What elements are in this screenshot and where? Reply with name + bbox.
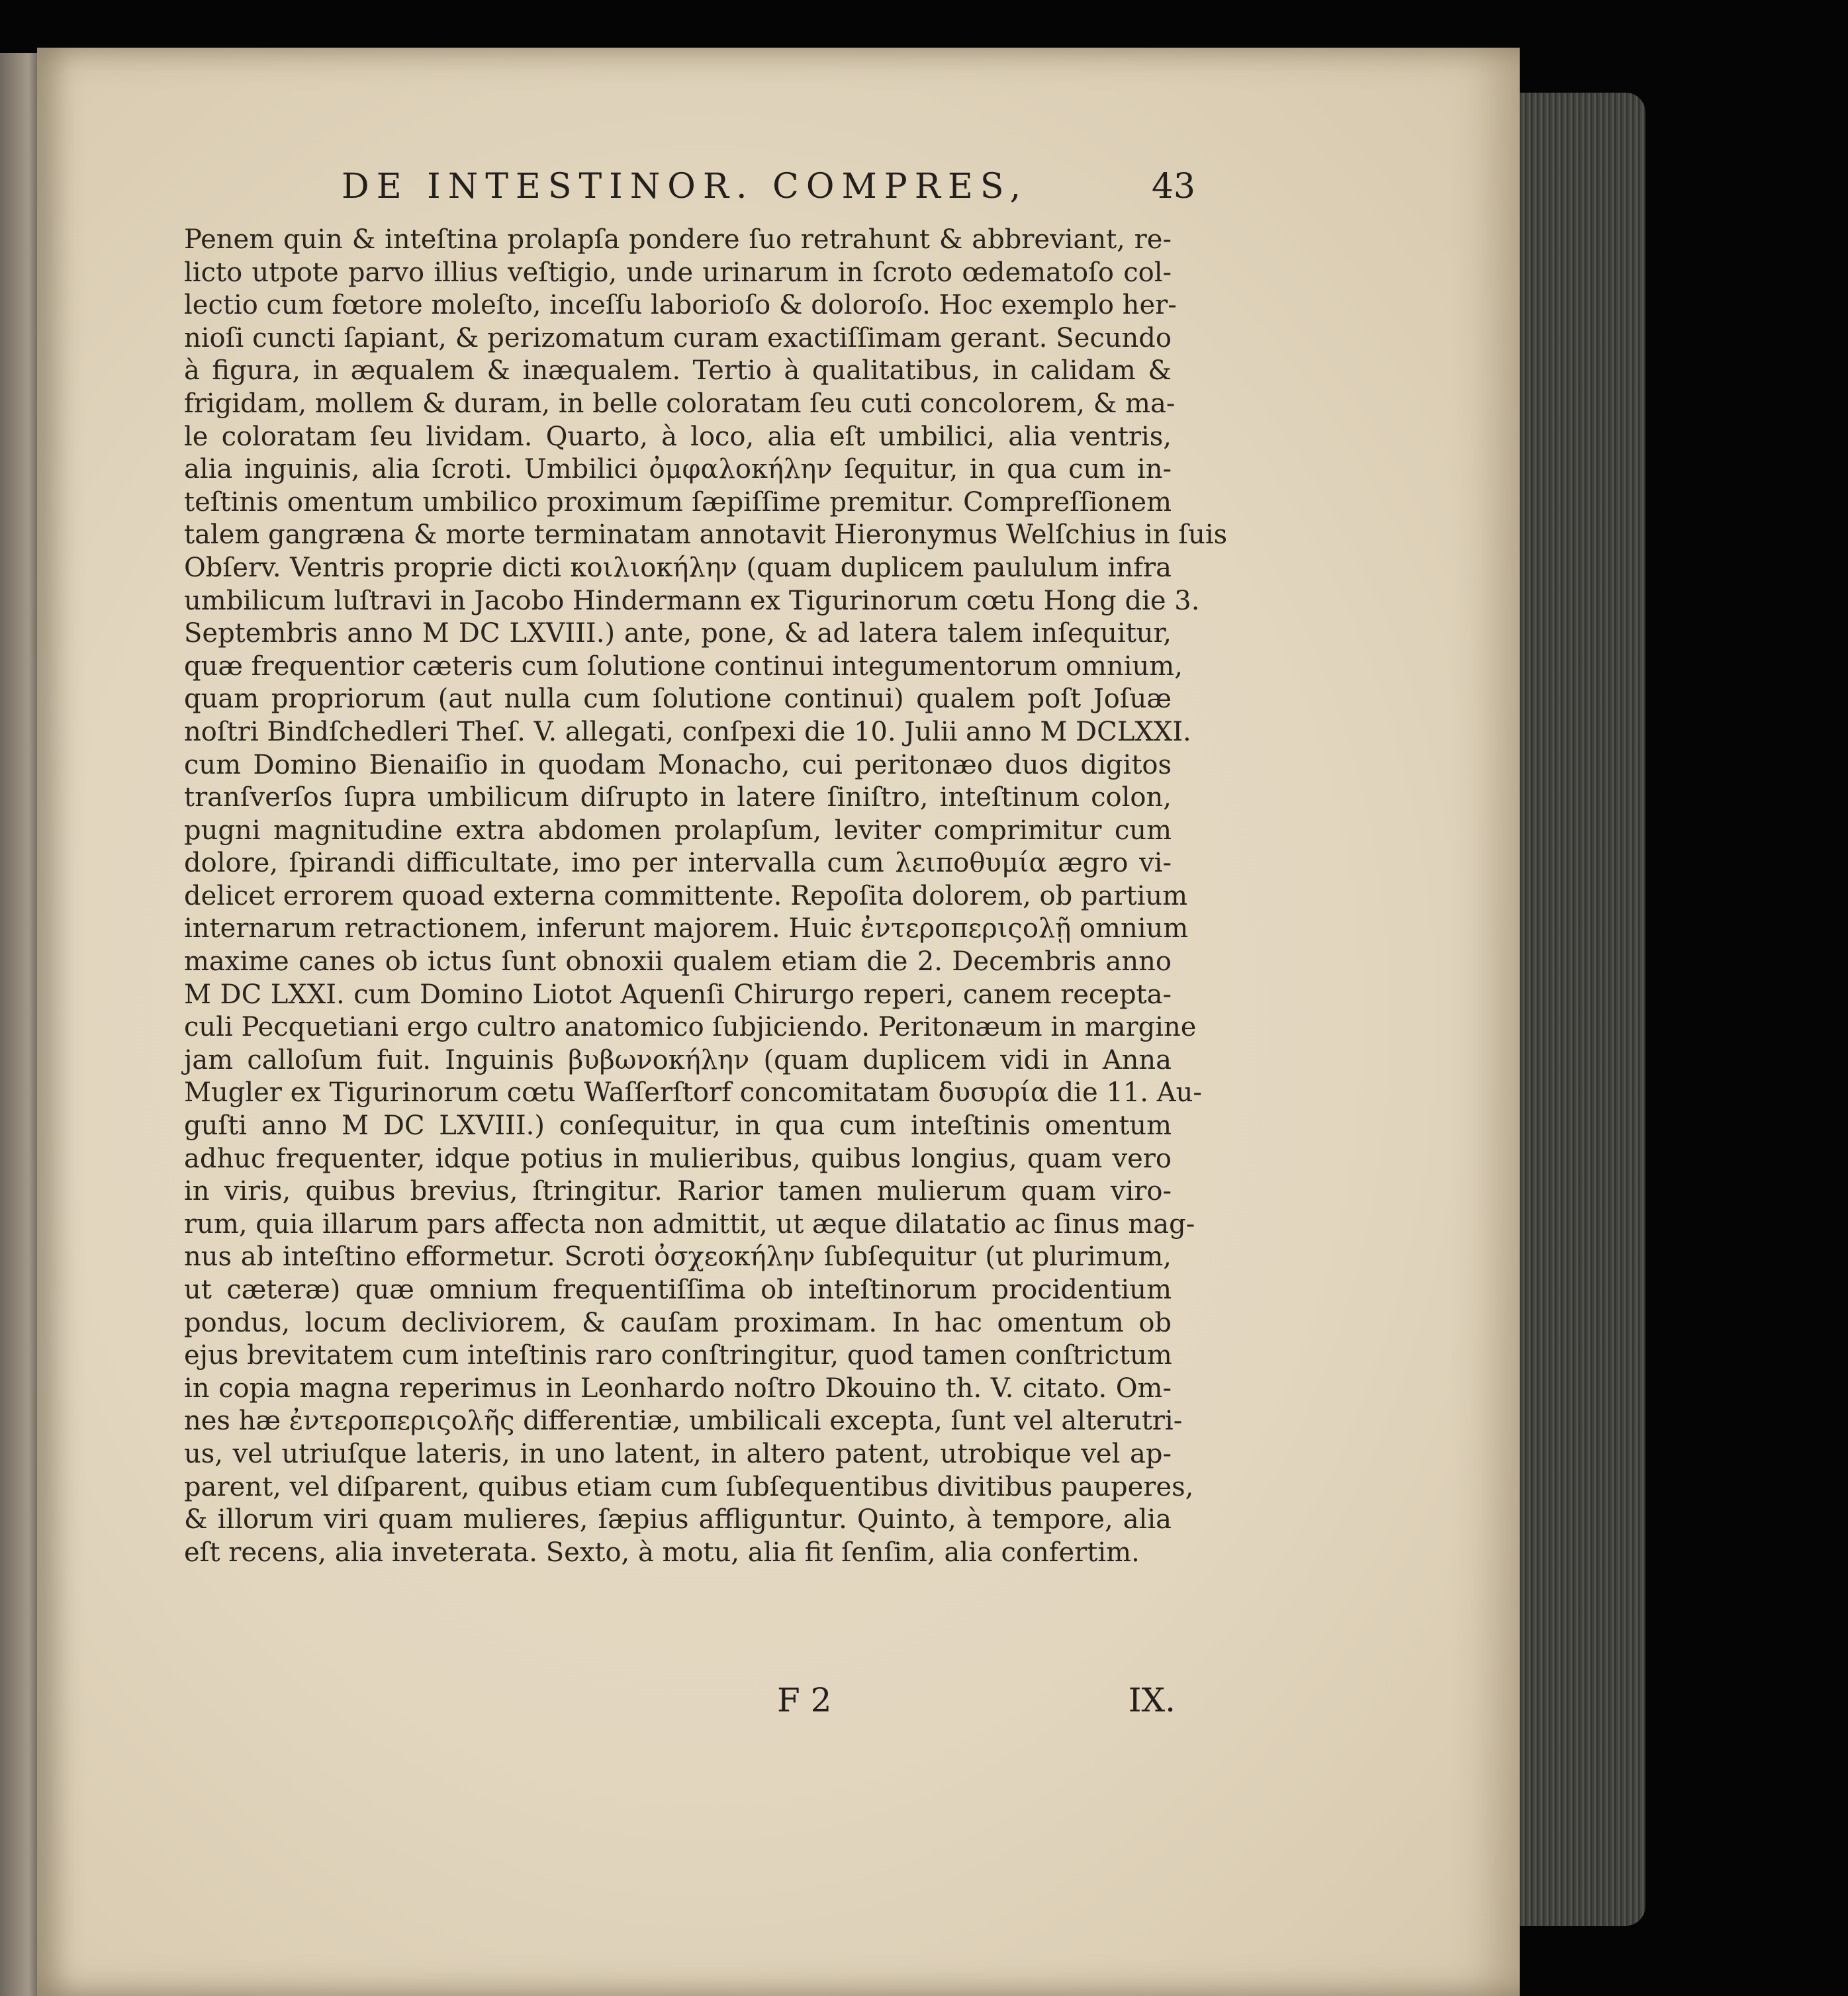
text-line: guſti anno M DC LXVIII.) conſequitur, in qua cum inteſtinis omentum	[184, 1111, 1172, 1142]
text-line: in viris, quibus brevius, ſtringitur. Rarior tamen mulierum quam viro-	[184, 1176, 1172, 1207]
text-line: pondus, locum decliviorem, & cauſam proximam. In hac omentum ob	[184, 1307, 1172, 1338]
text-line: alia inguinis, alia ſcroti. Umbilici ὀμφαλοκήλην ſequitur, in qua cum in-	[184, 454, 1172, 485]
text-line: jam calloſum fuit. Inguinis βυβωνοκήλην (quam duplicem vidi in Anna	[184, 1044, 1172, 1075]
text-line: adhuc frequenter, idque potius in mulieribus, quibus longius, quam vero	[184, 1143, 1172, 1174]
text-line: umbilicum luſtravi in Jacobo Hindermann ex Tigurinorum cœtu Hong die 3.	[184, 585, 1200, 616]
text-line: Septembris anno M DC LXVIII.) ante, pone, & ad latera talem inſequitur,	[184, 618, 1172, 649]
body-text	[184, 224, 1228, 1569]
page-number: 43	[1151, 167, 1195, 206]
text-line: M DC LXXI. cum Domino Liotot Aquenſi Chirurgo reperi, canem recepta-	[184, 979, 1172, 1010]
text-line: teſtinis omentum umbilico proximum ſæpiſſime premitur. Compreſſionem	[184, 486, 1172, 518]
text-line: ut cæteræ) quæ omnium frequentiſſima ob inteſtinorum procidentium	[184, 1275, 1172, 1305]
text-line: cum Domino Bienaiſio in quodam Monacho, cui peritonæo duos digitos	[184, 749, 1172, 780]
text-line: rum, quia illarum pars affecta non admittit, ut æque dilatatio ac ſinus mag-	[184, 1208, 1195, 1240]
text-line: quæ frequentior cæteris cum ſolutione continui integumentorum omnium,	[184, 651, 1183, 682]
text-line: le coloratam ſeu lividam. Quarto, à loco, alia eſt umbilici, alia ventris,	[184, 421, 1172, 452]
text-line: in copia magna reperimus in Leonhardo noſtro Dkouino th. V. citato. Om-	[184, 1373, 1172, 1404]
text-line: ejus brevitatem cum inteſtinis raro conſtringitur, quod tamen conſtrictum	[184, 1340, 1172, 1371]
book-page	[37, 48, 1520, 1996]
text-line: à figura, in æqualem & inæqualem. Tertio à qualitatibus, in calidam &	[184, 355, 1172, 386]
text-line: culi Pecquetiani ergo cultro anatomico ſubjiciendo. Peritonæum in margine	[184, 1012, 1197, 1043]
catchword: IX.	[1128, 1681, 1176, 1719]
text-line: eſt recens, alia inveterata. Sexto, à motu, alia fit ſenſim, alia confertim.	[184, 1537, 1140, 1568]
text-line: nes hæ ἐντεροπεριςολῆς differentiæ, umbilicali excepta, ſunt vel alterutri-	[184, 1406, 1183, 1437]
running-head	[342, 167, 1195, 206]
text-line: quam propriorum (aut nulla cum ſolutione continui) qualem poſt Joſuæ	[184, 684, 1172, 715]
text-line: noſtri Bindſchedleri Theſ. V. allegati, conſpexi die 10. Julii anno M DCLXXI.	[184, 716, 1191, 747]
text-line: nioſi cuncti ſapiant, & perizomatum curam exactiſſimam gerant. Secundo	[184, 322, 1172, 353]
text-line: internarum retractionem, inferunt majorem. Huic ἐντεροπεριςολῇ omnium	[184, 913, 1189, 944]
text-line: talem gangræna & morte terminatam annotavit Hieronymus Welſchius in ſuis	[184, 520, 1228, 551]
text-line: maxime canes ob ictus ſunt obnoxii qualem etiam die 2. Decembris anno	[184, 946, 1172, 977]
text-line: frigidam, mollem & duram, in belle coloratam ſeu cuti concolorem, & ma-	[184, 388, 1176, 419]
text-line: lectio cum fœtore moleſto, inceſſu laborioſo & doloroſo. Hoc exemplo her-	[184, 290, 1177, 321]
text-line: tranſverſos ſupra umbilicum diſrupto in latere ſiniſtro, inteſtinum colon,	[184, 782, 1172, 813]
text-line: Obſerv. Ventris proprie dicti κοιλιοκήλην (quam duplicem paululum infra	[184, 552, 1172, 583]
text-line: & illorum viri quam mulieres, ſæpius affliguntur. Quinto, à tempore, alia	[184, 1504, 1172, 1535]
text-line: parent, vel diſparent, quibus etiam cum ſubſequentibus divitibus pauperes,	[184, 1471, 1194, 1502]
text-line: licto utpote parvo illius veſtigio, unde urinarum in ſcroto œdematoſo col-	[184, 257, 1172, 288]
signature-mark: F 2	[777, 1681, 832, 1719]
text-line: dolore, ſpirandi difficultate, imo per intervalla cum λειποθυμία ægro vi-	[184, 848, 1172, 879]
text-line: us, vel utriuſque lateris, in uno latent, in altero patent, utrobique vel ap-	[184, 1438, 1172, 1469]
text-line: delicet errorem quoad externa committente. Repoſita dolorem, ob partium	[184, 880, 1188, 911]
text-line: pugni magnitudine extra abdomen prolapſum, leviter comprimitur cum	[184, 815, 1172, 846]
text-line: Penem quin & inteſtina prolapſa pondere ſuo retrahunt & abbreviant, re-	[184, 224, 1172, 255]
text-line: nus ab inteſtino efformetur. Scroti ὀσχεοκήλην ſubſequitur (ut plurimum,	[184, 1242, 1172, 1273]
running-title: DE INTESTINOR. COMPRES,	[342, 167, 1029, 206]
page-footer	[189, 1681, 1176, 1734]
text-line: Mugler ex Tigurinorum cœtu Waſſerſtorf concomitatam δυσυρία die 11. Au-	[184, 1077, 1202, 1109]
